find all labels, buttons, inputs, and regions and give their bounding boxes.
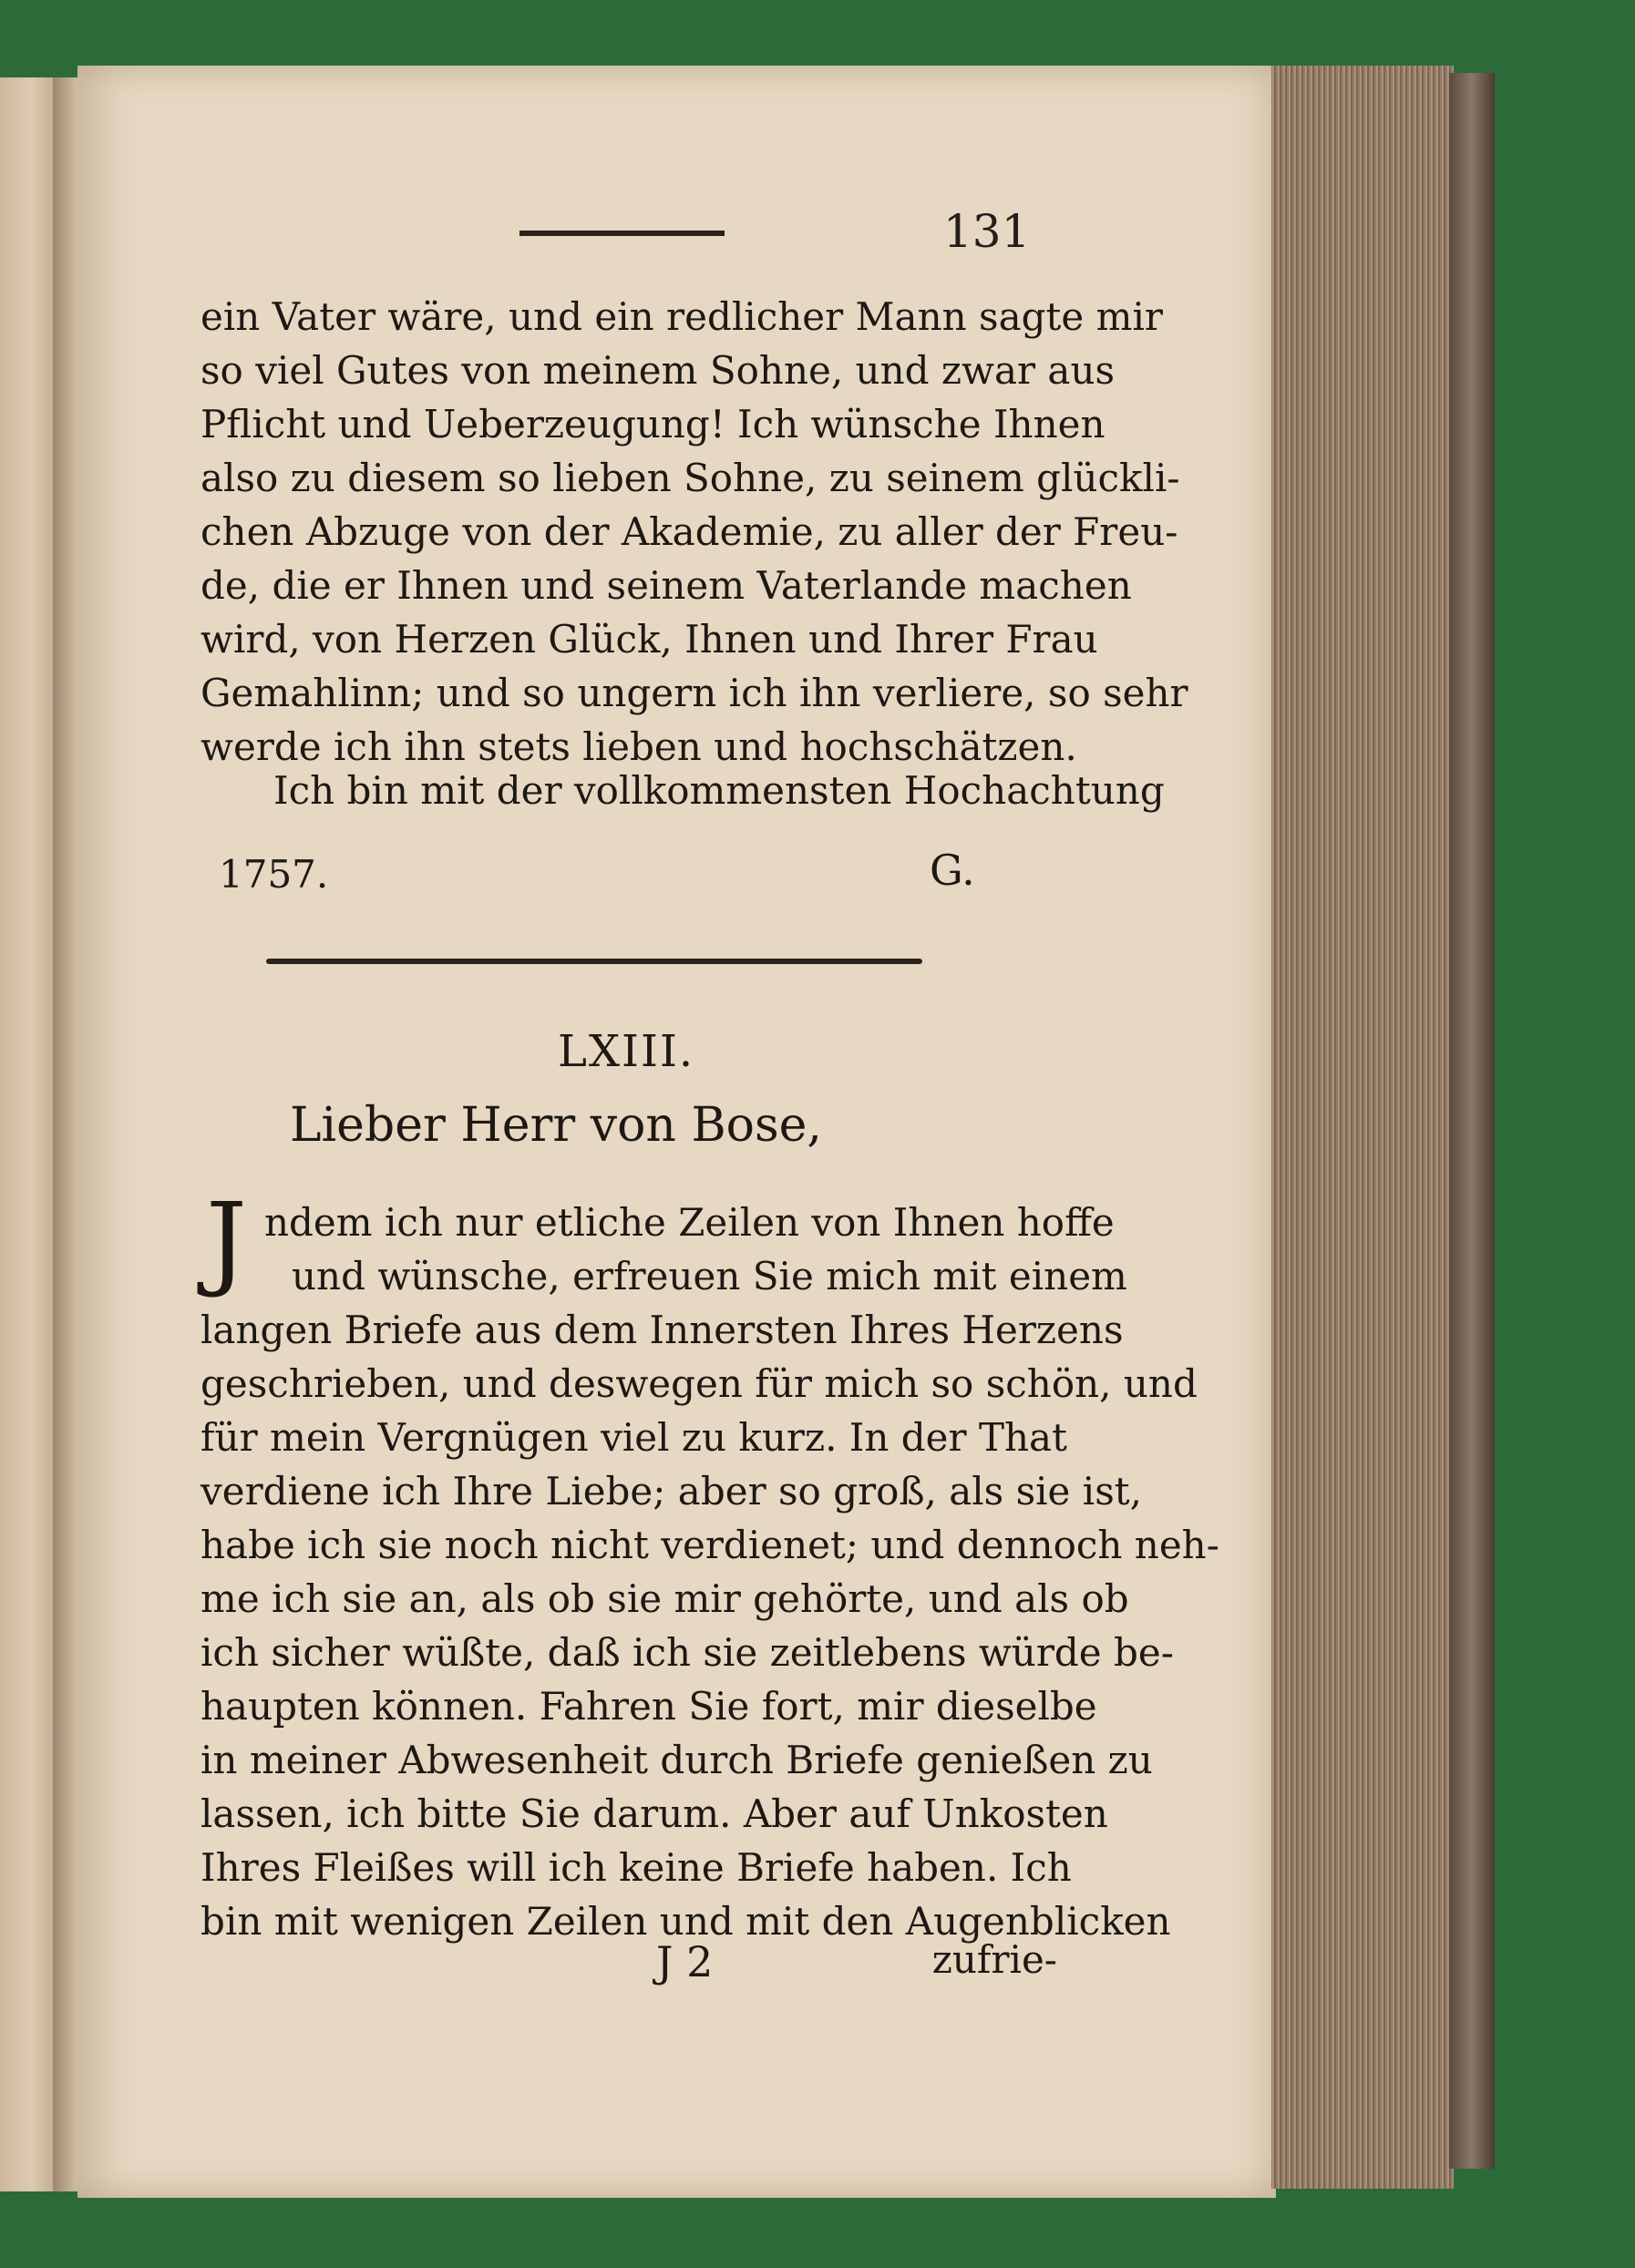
text-line: verdiene ich Ihre Liebe; aber so groß, als sie ist,	[201, 1469, 1142, 1514]
letter-salutation: Lieber Herr von Bose,	[290, 1098, 822, 1153]
text-line: ich sicher wüßte, daß ich sie zeitlebens würde be-	[201, 1630, 1174, 1675]
text-line: werde ich ihn stets lieben und hochschätzen.	[201, 724, 1077, 769]
section-divider	[266, 959, 922, 964]
text-line: Gemahlinn; und so ungern ich ihn verliere, so sehr	[201, 671, 1188, 715]
letter-number-heading: LXIII.	[558, 1026, 695, 1077]
text-line: langen Briefe aus dem Innersten Ihres Herzens	[201, 1308, 1124, 1352]
text-line: ein Vater wäre, und ein redlicher Mann sagte mir	[201, 294, 1163, 339]
text-line: wird, von Herzen Glück, Ihnen und Ihrer Frau	[201, 617, 1098, 662]
page-footer	[201, 1937, 1057, 1992]
printer-signature-mark: J 2	[656, 1937, 714, 1986]
closing-formula: Ich bin mit der vollkommensten Hochachtung	[273, 768, 1165, 813]
text-line: geschrieben, und deswegen für mich so schön, und	[201, 1361, 1198, 1406]
text-line: ndem ich nur etliche Zeilen von Ihnen hoffe	[264, 1200, 1115, 1245]
book-cover-edge	[1449, 73, 1495, 2169]
page-block-edge	[1271, 66, 1454, 2189]
facing-page-edge	[0, 77, 55, 2191]
text-line: me ich sie an, als ob sie mir gehörte, und als ob	[201, 1576, 1129, 1621]
text-line: für mein Vergnügen viel zu kurz. In der That	[201, 1415, 1067, 1460]
text-line: also zu diesem so lieben Sohne, zu seinem glückli-	[201, 456, 1180, 500]
text-line: so viel Gutes von meinem Sohne, und zwar aus	[201, 348, 1116, 393]
text-line: bin mit wenigen Zeilen und mit den Augenblicken	[201, 1899, 1171, 1944]
letter-paragraph-1	[201, 290, 1188, 774]
text-line: und wünsche, erfreuen Sie mich mit einem	[292, 1254, 1127, 1298]
page-number: 131	[943, 205, 1031, 258]
catchword: zufrie-	[931, 1937, 1057, 1982]
text-line: Ihres Fleißes will ich keine Briefe haben. Ich	[201, 1845, 1072, 1890]
text-line: habe ich sie noch nicht verdienet; und dennoch neh-	[201, 1523, 1219, 1567]
text-line: lassen, ich bitte Sie darum. Aber auf Unkosten	[201, 1791, 1108, 1836]
text-line: haupten können. Fahren Sie fort, mir dieselbe	[201, 1684, 1097, 1729]
text-line: de, die er Ihnen und seinem Vaterlande machen	[201, 563, 1132, 608]
text-line: Pflicht und Ueberzeugung! Ich wünsche Ihnen	[201, 402, 1105, 446]
text-line: in meiner Abwesenheit durch Briefe genießen zu	[201, 1738, 1153, 1782]
letter-date: 1757.	[219, 852, 329, 897]
letter-signature: G.	[930, 846, 975, 895]
running-header	[419, 205, 1057, 260]
letter-paragraph-2	[201, 1196, 1219, 1948]
text-line: chen Abzuge von der Akademie, zu aller der Freu-	[201, 509, 1178, 554]
drop-cap-initial: J	[206, 1182, 247, 1300]
book-gutter	[53, 77, 80, 2191]
header-rule	[519, 231, 725, 236]
